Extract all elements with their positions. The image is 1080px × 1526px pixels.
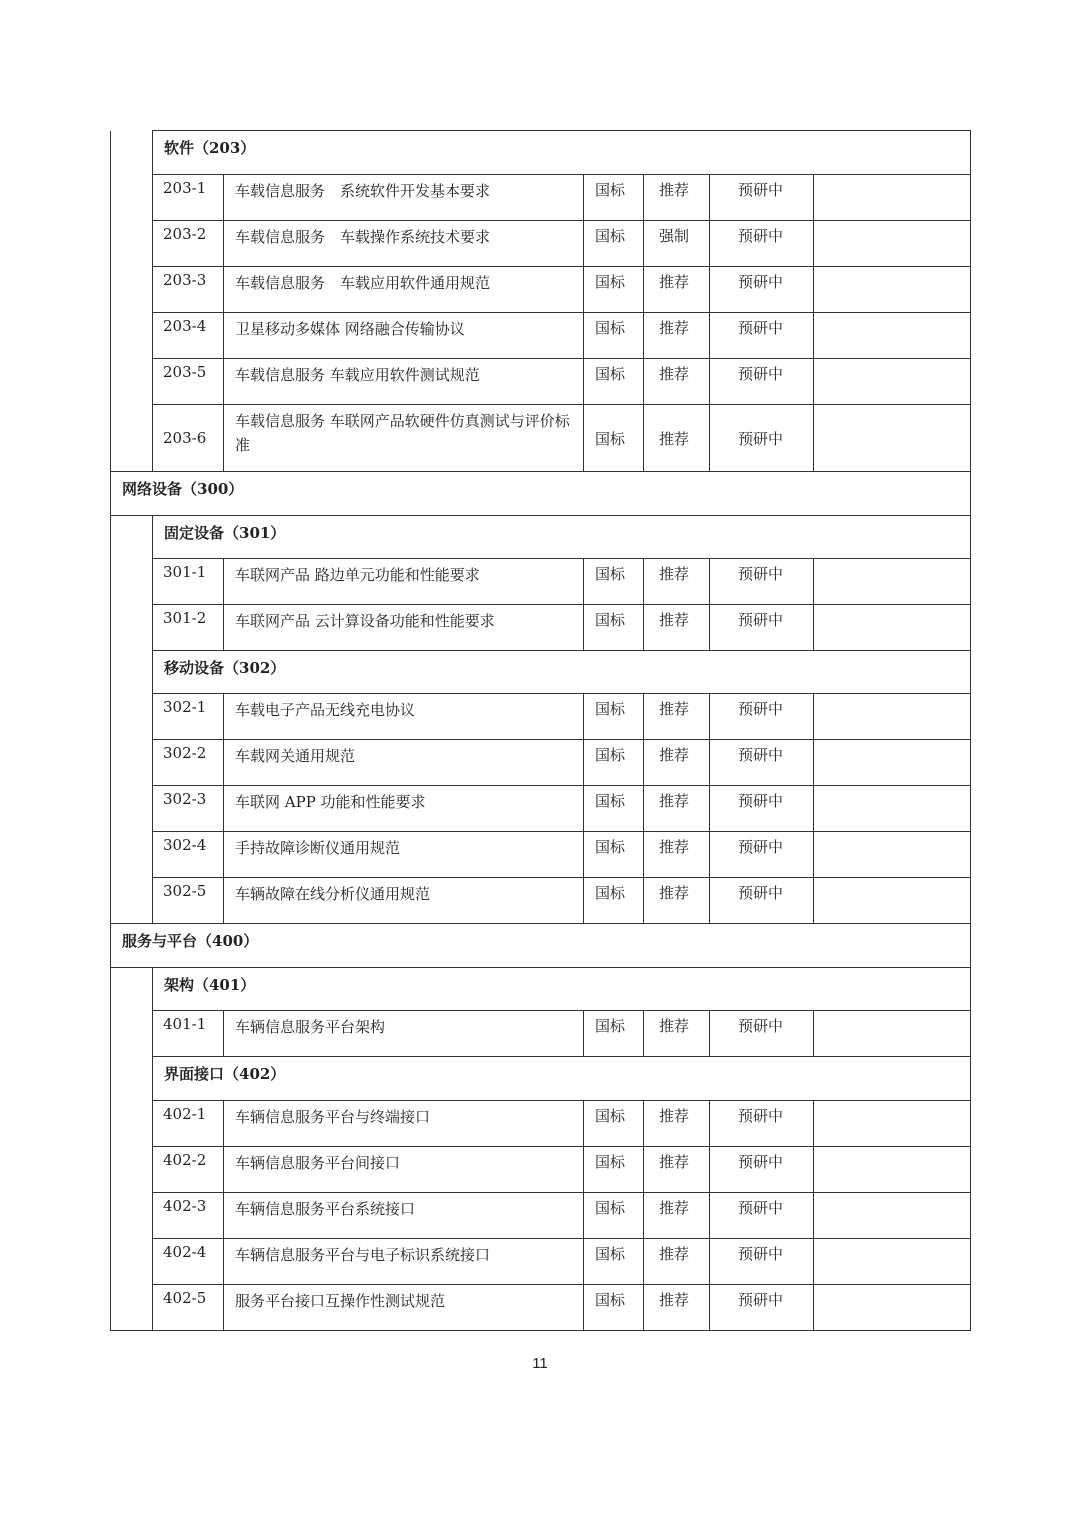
row-nature: 推荐	[644, 694, 710, 740]
category-row-300	[111, 472, 971, 516]
row-nature: 推荐	[644, 313, 710, 359]
row-nature: 推荐	[644, 1239, 710, 1285]
row-title: 车载电子产品无线充电协议	[224, 694, 584, 740]
row-code: 402-2	[153, 1147, 224, 1193]
table-row	[111, 221, 971, 267]
row-code: 203-5	[153, 359, 224, 405]
row-title: 车载网关通用规范	[224, 740, 584, 786]
row-standard: 国标	[584, 1285, 644, 1331]
row-status: 预研中	[710, 694, 814, 740]
row-remark	[814, 313, 971, 359]
indent-cell	[111, 131, 153, 175]
row-title: 卫星移动多媒体 网络融合传输协议	[224, 313, 584, 359]
row-standard: 国标	[584, 175, 644, 221]
row-title: 车辆信息服务平台与电子标识系统接口	[224, 1239, 584, 1285]
row-nature: 推荐	[644, 359, 710, 405]
row-remark	[814, 605, 971, 651]
category-row-400	[111, 924, 971, 968]
table-row	[111, 832, 971, 878]
row-nature: 推荐	[644, 1193, 710, 1239]
row-status: 预研中	[710, 1011, 814, 1057]
row-remark	[814, 175, 971, 221]
row-remark	[814, 1193, 971, 1239]
row-title: 车辆信息服务平台系统接口	[224, 1193, 584, 1239]
section-row-301	[111, 516, 971, 559]
row-title: 手持故障诊断仪通用规范	[224, 832, 584, 878]
row-code: 301-1	[153, 559, 224, 605]
standards-table	[110, 130, 971, 1331]
row-code: 302-5	[153, 878, 224, 924]
row-standard: 国标	[584, 405, 644, 472]
row-remark	[814, 1147, 971, 1193]
section-row-203	[111, 131, 971, 175]
row-code: 203-3	[153, 267, 224, 313]
row-standard: 国标	[584, 1239, 644, 1285]
row-remark	[814, 359, 971, 405]
table-row	[111, 1193, 971, 1239]
row-status: 预研中	[710, 605, 814, 651]
row-remark	[814, 559, 971, 605]
row-standard: 国标	[584, 878, 644, 924]
table-row	[111, 605, 971, 651]
row-title: 车联网 APP 功能和性能要求	[224, 786, 584, 832]
row-title: 车辆信息服务平台与终端接口	[224, 1101, 584, 1147]
row-title: 车载信息服务 车载应用软件测试规范	[224, 359, 584, 405]
table-row	[111, 878, 971, 924]
row-status: 预研中	[710, 559, 814, 605]
row-code: 203-1	[153, 175, 224, 221]
row-title: 车载信息服务 车联网产品软硬件仿真测试与评价标准	[224, 405, 584, 472]
row-standard: 国标	[584, 1101, 644, 1147]
table-row	[111, 313, 971, 359]
row-status: 预研中	[710, 175, 814, 221]
row-code: 302-1	[153, 694, 224, 740]
row-standard: 国标	[584, 1147, 644, 1193]
row-standard: 国标	[584, 313, 644, 359]
row-title: 车辆故障在线分析仪通用规范	[224, 878, 584, 924]
row-status: 预研中	[710, 405, 814, 472]
category-title-400: 服务与平台（400）	[111, 924, 971, 968]
section-title-301: 固定设备（301）	[153, 516, 971, 559]
row-status: 预研中	[710, 359, 814, 405]
row-nature: 推荐	[644, 878, 710, 924]
row-code: 302-2	[153, 740, 224, 786]
row-remark	[814, 832, 971, 878]
row-title: 车载信息服务 系统软件开发基本要求	[224, 175, 584, 221]
row-standard: 国标	[584, 1193, 644, 1239]
row-status: 预研中	[710, 313, 814, 359]
row-title: 服务平台接口互操作性测试规范	[224, 1285, 584, 1331]
row-title: 车联网产品 路边单元功能和性能要求	[224, 559, 584, 605]
section-title-401: 架构（401）	[153, 968, 971, 1011]
table-row	[111, 559, 971, 605]
row-standard: 国标	[584, 1011, 644, 1057]
row-nature: 推荐	[644, 786, 710, 832]
row-code: 401-1	[153, 1011, 224, 1057]
row-code: 203-2	[153, 221, 224, 267]
row-remark	[814, 221, 971, 267]
row-remark	[814, 1101, 971, 1147]
row-code: 402-3	[153, 1193, 224, 1239]
row-standard: 国标	[584, 267, 644, 313]
row-status: 预研中	[710, 1147, 814, 1193]
row-remark	[814, 740, 971, 786]
table-row	[111, 405, 971, 472]
table-row	[111, 1101, 971, 1147]
section-row-402	[111, 1057, 971, 1101]
row-remark	[814, 405, 971, 472]
row-status: 预研中	[710, 267, 814, 313]
row-code: 302-4	[153, 832, 224, 878]
section-title-402: 界面接口（402）	[153, 1057, 971, 1101]
row-nature: 推荐	[644, 740, 710, 786]
row-remark	[814, 267, 971, 313]
row-status: 预研中	[710, 786, 814, 832]
row-remark	[814, 1011, 971, 1057]
row-nature: 强制	[644, 221, 710, 267]
row-standard: 国标	[584, 832, 644, 878]
table-row	[111, 786, 971, 832]
row-remark	[814, 786, 971, 832]
category-title-300: 网络设备（300）	[111, 472, 971, 516]
table-row	[111, 1147, 971, 1193]
table-row	[111, 1285, 971, 1331]
table-row	[111, 359, 971, 405]
section-row-302	[111, 651, 971, 694]
row-code: 203-6	[153, 405, 224, 472]
section-row-401	[111, 968, 971, 1011]
row-standard: 国标	[584, 359, 644, 405]
row-nature: 推荐	[644, 405, 710, 472]
page-number: 11	[532, 1355, 548, 1372]
row-remark	[814, 1285, 971, 1331]
row-code: 301-2	[153, 605, 224, 651]
row-code: 302-3	[153, 786, 224, 832]
row-standard: 国标	[584, 221, 644, 267]
row-remark	[814, 694, 971, 740]
row-title: 车载信息服务 车载应用软件通用规范	[224, 267, 584, 313]
row-standard: 国标	[584, 605, 644, 651]
row-title: 车辆信息服务平台间接口	[224, 1147, 584, 1193]
row-code: 402-5	[153, 1285, 224, 1331]
row-code: 203-4	[153, 313, 224, 359]
row-standard: 国标	[584, 694, 644, 740]
row-nature: 推荐	[644, 1101, 710, 1147]
row-nature: 推荐	[644, 1011, 710, 1057]
table-row	[111, 694, 971, 740]
row-nature: 推荐	[644, 605, 710, 651]
row-status: 预研中	[710, 878, 814, 924]
row-title: 车载信息服务 车载操作系统技术要求	[224, 221, 584, 267]
row-status: 预研中	[710, 1285, 814, 1331]
table-row	[111, 1239, 971, 1285]
row-nature: 推荐	[644, 559, 710, 605]
table-row	[111, 175, 971, 221]
table-row	[111, 1011, 971, 1057]
row-code: 402-4	[153, 1239, 224, 1285]
row-remark	[814, 878, 971, 924]
row-nature: 推荐	[644, 175, 710, 221]
row-standard: 国标	[584, 740, 644, 786]
row-nature: 推荐	[644, 267, 710, 313]
row-title: 车辆信息服务平台架构	[224, 1011, 584, 1057]
row-standard: 国标	[584, 786, 644, 832]
table-row	[111, 267, 971, 313]
row-code: 402-1	[153, 1101, 224, 1147]
section-title-203: 软件（203）	[153, 131, 971, 175]
table-row	[111, 740, 971, 786]
row-status: 预研中	[710, 1193, 814, 1239]
row-standard: 国标	[584, 559, 644, 605]
row-status: 预研中	[710, 832, 814, 878]
row-title: 车联网产品 云计算设备功能和性能要求	[224, 605, 584, 651]
row-nature: 推荐	[644, 1147, 710, 1193]
row-nature: 推荐	[644, 832, 710, 878]
row-status: 预研中	[710, 740, 814, 786]
section-title-302: 移动设备（302）	[153, 651, 971, 694]
row-status: 预研中	[710, 221, 814, 267]
row-nature: 推荐	[644, 1285, 710, 1331]
row-status: 预研中	[710, 1239, 814, 1285]
row-remark	[814, 1239, 971, 1285]
row-status: 预研中	[710, 1101, 814, 1147]
